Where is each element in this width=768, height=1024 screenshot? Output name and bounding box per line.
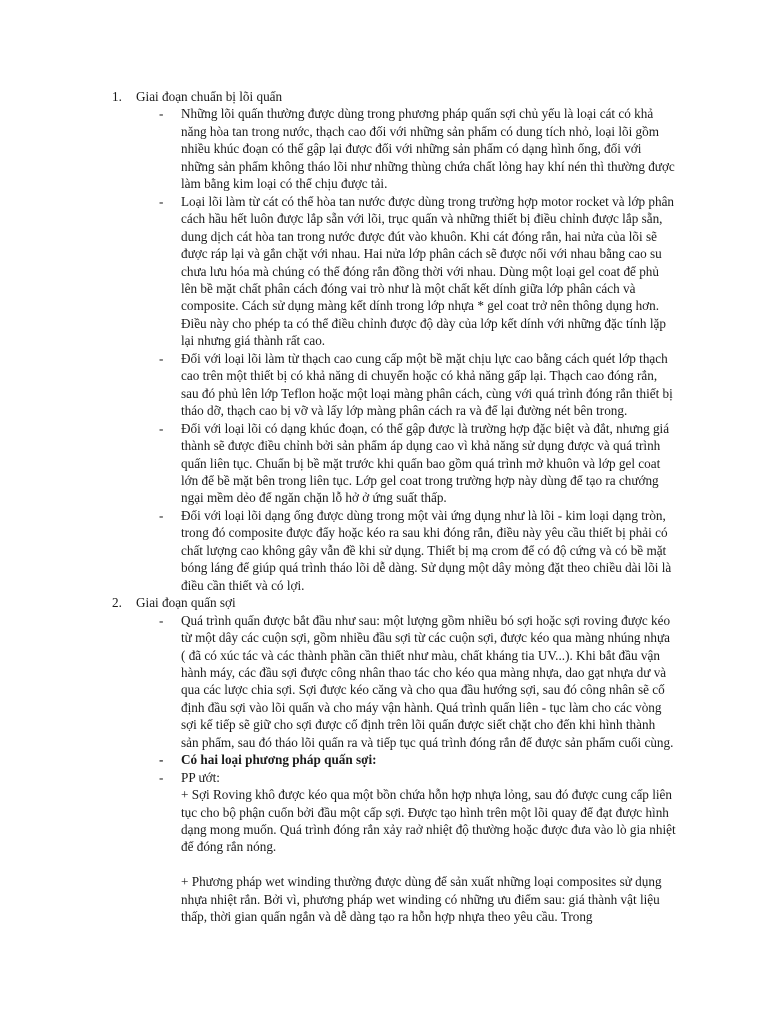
list-item-text: PP ướt: — [181, 769, 220, 785]
section-2 — [0, 594, 768, 926]
list-item-text: Đối với loại lõi làm từ thạch cao cung cấp một bề mặt chịu lực cao bằng cách quét lớp thạch cao trên một thiết bị có khả năng di chuyển hoặc có khả năng gấp lại. Thạch cao đóng rắn, sau đó phủ lên lớp Teflon hoặc một loại màng phân cách, cùng với quá trình đóng rắn thiết bị tháo dỡ, thạch cao bị vỡ và lấy lớp màng phân cách ra và để lại đường nét bên trong. — [181, 350, 673, 419]
list-item — [0, 420, 768, 507]
list-item-heading — [0, 751, 768, 768]
section-1 — [0, 88, 768, 594]
dash-bullet: - — [159, 769, 164, 785]
section-title: Giai đoạn chuẩn bị lõi quấn — [136, 89, 283, 104]
list-item — [0, 193, 768, 350]
list-item-text: Loại lõi làm từ cát có thể hòa tan nước được dùng trong trường hợp motor rocket và lớp phân cách hầu hết luôn được lắp sẵn với lõi, trục quấn và những thiết bị điều chỉnh được lắp sẵn, dung dịch cát hòa tan trong nước được đút vào khuôn. Khi cát đóng rắn, hai nửa của lõi sẽ được ráp lại và gắn chặt với nhau. Hai nửa lớp phân cách sẽ được nối với nhau bằng cao su chưa lưu hóa mà chúng có thể đóng rắn đồng thời với nhau. Dùng một loại gel coat để phủ lên bề mặt chất phân cách đóng vai trò như là một chất kết dính giữa lớp phân cách và composite. Cách sử dụng màng kết dính trong lớp nhựa * gel coat trở nên thông dụng hơn. Điều này cho phép ta có thể điều chỉnh được độ dày của lớp kết dính với những đặc tính lặp lại nhưng giá thành rất cao. — [181, 193, 675, 349]
list-item — [0, 612, 768, 752]
document-body — [0, 88, 768, 926]
list-item — [0, 105, 768, 192]
dash-bullet: - — [159, 507, 164, 523]
dash-bullet: - — [159, 193, 164, 209]
list-item-text: Những lõi quấn thường được dùng trong phương pháp quấn sợi chủ yếu là loại cát có khả năng hòa tan trong nước, thạch cao đối với những sản phẩm có dung tích nhỏ, loại lõi gồm nhiều khúc đoạn có thể gập lại được đối với những sản phẩm có dạng hình ống, đối với những sản phẩm không tháo lõi như những thùng chứa chất lỏng hay khí nén thì thường được làm bằng kim loại có thể chịu được tải. — [181, 106, 675, 192]
list-item-text: Quá trình quấn được bắt đầu như sau: một lượng gồm nhiều bó sợi hoặc sợi roving được kéo từ một dây các cuộn sợi, gồm nhiều đầu sợi từ các cuộn sợi, được kéo qua màng nhúng nhựa ( đã có xúc tác và các thành phần cần thiết như màu, chất kháng tia UV...). Khi bắt đầu vận hành máy, các đầu sợi được công nhân thao tác cho kéo qua màng nhựa, dao gạt nhựa dư và qua các lược chia sợi. Sợi được kéo căng và cho qua đầu hướng sợi, sau đó công nhân sẽ cố định đầu sợi vào lõi quấn và cho máy vận hành. Quá trình quấn liên - tục làm cho các vòng sợi kế tiếp sẽ giữ cho sợi được cố định trên lõi quấn được siết chặt cho đến khi hình thành sản phẩm, sau đó tháo lõi quấn ra và tiếp tục quá trình đóng rắn để được sản phẩm cuối cùng. — [181, 612, 674, 750]
dash-bullet: - — [159, 752, 164, 768]
section-title: Giai đoạn quấn sợi — [136, 595, 236, 611]
dash-bullet: - — [159, 420, 164, 436]
dash-bullet: - — [159, 350, 164, 366]
list-item — [0, 769, 768, 786]
section-number: 2. — [112, 595, 122, 611]
dash-bullet: - — [159, 612, 164, 628]
list-item-text: Đối với loại lõi có dạng khúc đoạn, có thể gập được là trường hợp đặc biệt và đắt, nhưng giá thành sẽ được điều chỉnh bởi sản phẩm áp dụng cao vì khả năng sử dụng được và quá trình quấn liên tục. Chuẩn bị bề mặt trước khi quấn bao gồm quá trình mở khuôn và lớp gel coat lớn để bề mặt bên trong liên tục. Lớp gel coat trong trường hợp này dùng để tạo ra chướng ngại mềm dẻo để ngăn chặn lỗ hở ở ứng suất thấp. — [181, 420, 670, 506]
blank-line — [0, 856, 768, 873]
dash-bullet: - — [159, 106, 164, 122]
list-item — [0, 507, 768, 594]
section-number: 1. — [112, 89, 122, 104]
paragraph: + Phương pháp wet winding thường được dùng để sản xuất những loại composites sử dụng nhựa nhiệt rắn. Bởi vì, phương pháp wet winding có những ưu điểm sau: giá thành vật liệu thấp, thời gian quấn ngắn và dễ dàng tạo ra hỗn hợp nhựa theo yêu cầu. Trong — [181, 874, 662, 925]
list-item-text: Đối với loại lõi dạng ống được dùng trong một vài ứng dụng như là lõi - kim loại dạng tròn, trong đó composite được đẩy hoặc kéo ra sau khi đóng rắn, điều này yêu cầu thiết bị phải có chất lượng cao không gây vẫn đề khi sử dụng. Thiết bị mạ crom để có độ cứng và có bề mặt bóng láng để giúp quá trình tháo lõi dễ dàng. Sử dụng một dây mỏng đặt theo chiều dài lõi là điều cần thiết và có lợi. — [181, 507, 672, 593]
paragraph: + Sợi Roving khô được kéo qua một bồn chứa hỗn hợp nhựa lỏng, sau đó được cung cấp liên tục cho bộ phận cuốn bởi đầu một cấp sợi. Được tạo hình trên một lõi quay để đạt được hình dạng mong muốn. Quá trình đóng rắn xảy raở nhiệt độ thường hoặc được đưa vào lò gia nhiệt để đóng rắn nóng. — [181, 787, 676, 855]
section-heading — [0, 594, 768, 611]
list-item — [0, 350, 768, 420]
section-heading — [0, 88, 768, 105]
list-item-text: Có hai loại phương pháp quấn sợi: — [181, 752, 377, 768]
